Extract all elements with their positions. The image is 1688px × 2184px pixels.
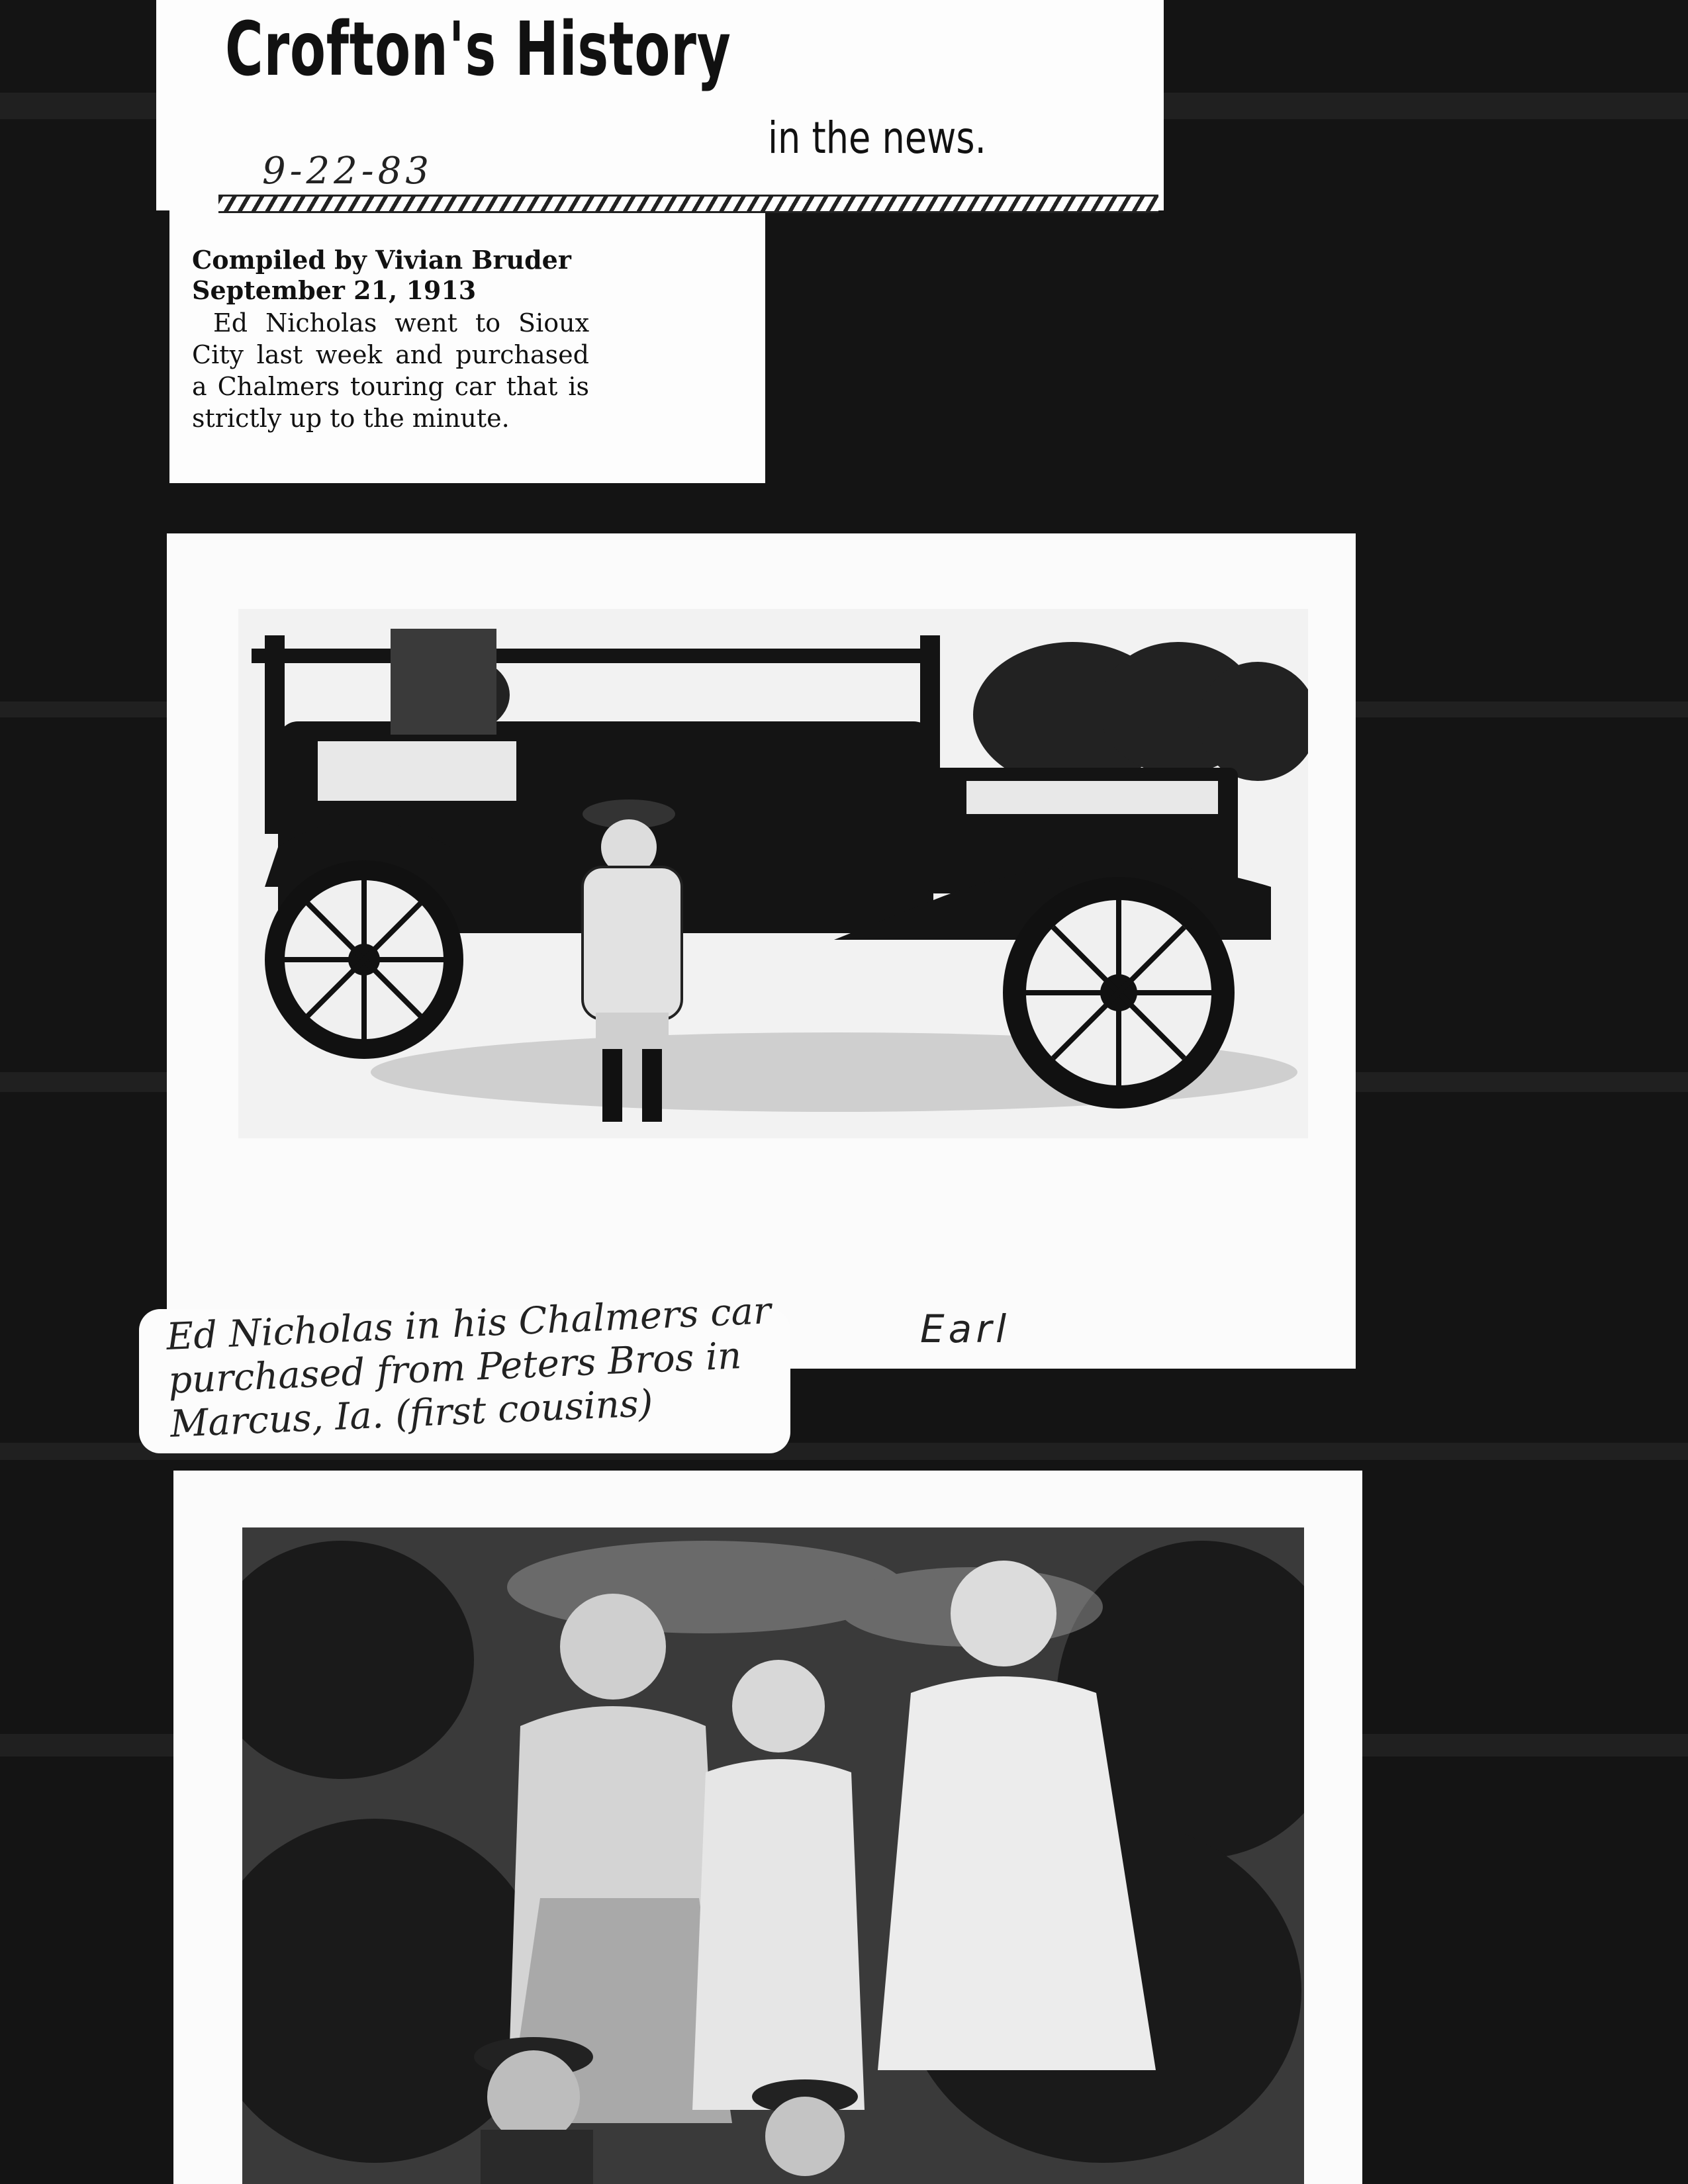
handwritten-caption: Ed Nicholas in his Chalmers car purchased from Peters Bros in Marcus, Ia. (first cousins) [165,1289,772,1446]
masthead-title: Crofton's History [225,7,731,93]
car-photo-image [238,609,1308,1138]
article-text: Ed Nicholas went to Sioux City last week and purchased a Chalmers touring car that is strictly up to the minute. [192,308,589,433]
byline-date: September 21, 1913 [192,275,477,305]
handwritten-date: 9-22-83 [262,150,433,193]
byline [192,245,589,306]
masthead-subtitle: in the news. [768,113,986,163]
children-photo-image [242,1527,1304,2184]
handwritten-caption-label [139,1289,790,1453]
rope-divider [218,195,1158,213]
photo-card-car [167,533,1356,1369]
photo-card-children [173,1471,1362,2184]
byline-compiler: Compiled by Vivian Bruder [192,245,571,275]
handwritten-name-earl: Earl [920,1306,1011,1351]
car-photo [238,609,1308,1138]
children-photo [242,1527,1304,2184]
